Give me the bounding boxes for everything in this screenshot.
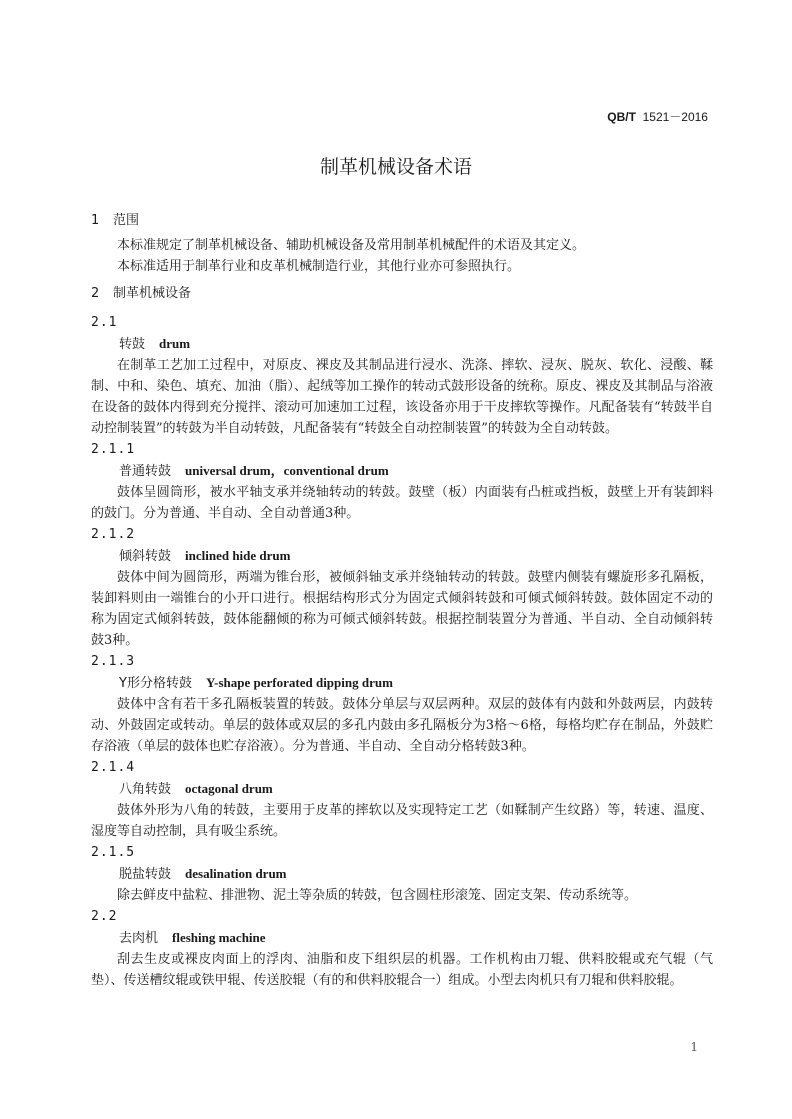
term-definition: 鼓体呈圆筒形，被水平轴支承并绕轴转动的转鼓。鼓壁（板）内面装有凸桩或挡板，鼓壁上开有装卸料的鼓门。分为普通、半自动、全自动普通3种。 [91,485,713,521]
term-definition: 鼓体中含有若干多孔隔板装置的转鼓。鼓体分单层与双层两种。双层的鼓体有内鼓和外鼓两层，内鼓转动、外鼓固定或转动。单层的鼓体或双层的多孔内鼓由多孔隔板分为3格～6格，每格均贮存在制品，外鼓贮存浴液（单层的鼓体也贮存浴液）。分为普通、半自动、全自动分格转鼓3种。 [91,697,713,754]
term-number: 2.2 [91,909,118,924]
term-heading [91,545,713,567]
term-en: fleshing machine [172,930,266,945]
standard-code-number: 1521－2016 [642,110,708,124]
term-entry [91,757,713,842]
term-number: 2.1 [91,315,118,330]
term-zh: 普通转鼓 [119,464,172,479]
standard-code [607,108,708,125]
section-2-heading [91,283,713,304]
term-definition: 在制革工艺加工过程中，对原皮、裸皮及其制品进行浸水、洗涤、摔软、浸灰、脱灰、软化、浸酸、鞣制、中和、染色、填充、加油（脂）、起绒等加工操作的转动式鼓形设备的统称。原皮、裸皮及其制品与浴液在设备的鼓体内得到充分搅拌、滚动可加速加工过程，该设备亦用于干皮摔软等操作。凡配备装有“转鼓半自动控制装置”的转鼓为半自动转鼓，凡配备装有“转鼓全自动控制装置”的转鼓为全自动转鼓。 [91,358,713,436]
term-heading [91,778,713,800]
term-en: desalination drum [185,866,287,881]
paragraph: 本标准适用于制革行业和皮革机械制造行业，其他行业亦可参照执行。 [117,259,521,274]
document-title: 制革机械设备术语 [319,156,472,178]
term-zh: 八角转鼓 [119,782,172,797]
section-title: 制革机械设备 [113,286,192,301]
term-number: 2.1.2 [91,527,136,542]
term-zh: 去肉机 [119,931,159,946]
term-definition: 鼓体外形为八角的转鼓，主要用于皮革的摔软以及实现特定工艺（如鞣制产生纹路）等，转速、温度、湿度等自动控制，具有吸尘系统。 [91,803,713,839]
term-en: octagonal drum [185,781,273,796]
term-zh: Y形分格转鼓 [119,676,192,691]
term-definition: 鼓体中间为圆筒形，两端为锥台形，被倾斜轴支承并绕轴转动的转鼓。鼓壁内侧装有螺旋形多孔隔板，装卸料则由一端锥台的小开口进行。根据结构形式分为固定式倾斜转鼓和可倾式倾斜转鼓。鼓体固定不动的称为固定式倾斜转鼓，鼓体能翻倾的称为可倾式倾斜转鼓。根据控制装置分为普通、半自动、全自动倾斜转鼓3种。 [91,570,713,648]
term-entry [91,906,713,991]
term-heading [91,333,713,355]
section-title: 范围 [113,213,140,228]
term-number: 2.1.1 [91,442,136,457]
term-definition: 除去鲜皮中盐粒、排泄物、泥土等杂质的转鼓，包含圆柱形滚笼、固定支架、传动系统等。 [117,888,638,903]
term-list [91,312,713,991]
term-en: Y-shape perforated dipping drum [205,675,393,690]
section-number: 2 [91,286,100,301]
term-en: drum [159,336,191,351]
term-number: 2.1.5 [91,845,136,860]
term-entry [91,312,713,439]
term-en: universal drum，conventional drum [185,463,389,478]
term-en: inclined hide drum [185,548,291,563]
term-heading [91,460,713,482]
paragraph: 本标准规定了制革机械设备、辅助机械设备及常用制革机械配件的术语及其定义。 [117,238,586,253]
term-entry [91,439,713,524]
term-entry [91,524,713,651]
term-zh: 转鼓 [119,337,146,352]
term-heading [91,672,713,694]
term-heading [91,927,713,949]
standard-code-prefix: QB/T [607,110,636,124]
term-entry [91,651,713,757]
term-zh: 倾斜转鼓 [119,549,172,564]
term-number: 2.1.4 [91,760,136,775]
term-heading [91,863,713,885]
document-body [91,208,713,991]
term-number: 2.1.3 [91,654,136,669]
term-zh: 脱盐转鼓 [119,867,172,882]
section-1-heading [91,210,713,231]
term-definition: 刮去生皮或裸皮肉面上的浮肉、油脂和皮下组织层的机器。工作机构由刀辊、供料胶辊或充气辊（气垫）、传送槽纹辊或铁甲辊、传送胶辊（有的和供料胶辊合一）组成。小型去肉机只有刀辊和供料胶辊。 [91,952,713,988]
term-entry [91,842,713,906]
section-number: 1 [91,213,100,228]
page-number: 1 [690,1040,698,1054]
